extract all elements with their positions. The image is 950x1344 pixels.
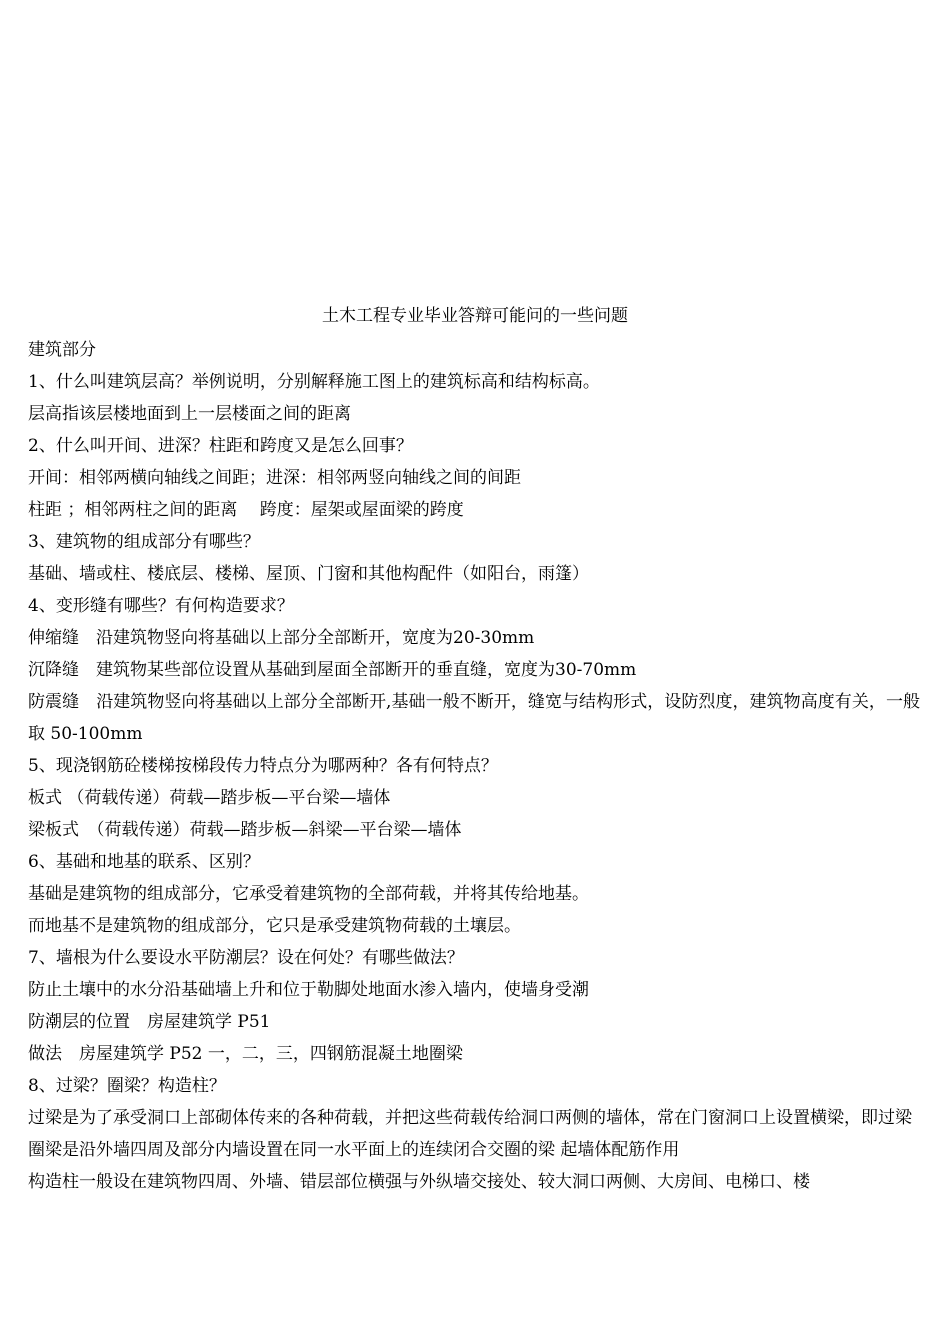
text-line: 而地基不是建筑物的组成部分，它只是承受建筑物荷载的土壤层。 (28, 916, 521, 936)
text-line: 2、什么叫开间、进深？柱距和跨度又是怎么回事？ (28, 436, 413, 456)
text-line: 3、建筑物的组成部分有哪些？ (28, 532, 260, 552)
text-line: 圈梁是沿外墙四周及部分内墙设置在同一水平面上的连续闭合交圈的梁 起墙体配筋作用 (28, 1140, 680, 1160)
text-line: 沉降缝 建筑物某些部位设置从基础到屋面全部断开的垂直缝，宽度为30-70mm (28, 660, 637, 680)
section-heading: 建筑部分 (28, 340, 96, 360)
text-line: 梁板式 （荷载传递）荷载—踏步板—斜梁—平台梁—墙体 (28, 820, 462, 840)
text-line: 基础、墙或柱、楼底层、楼梯、屋顶、门窗和其他构配件（如阳台，雨篷） (28, 564, 589, 584)
text-line: 做法 房屋建筑学 P52 一，二，三，四钢筋混凝土地圈梁 (28, 1044, 463, 1064)
text-paragraph: 防震缝 沿建筑物竖向将基础以上部分全部断开,基础一般不断开，缝宽与结构形式，设防烈度，建筑物高度有关，一般取 50-100mm (28, 692, 920, 744)
text-line: 构造柱一般设在建筑物四周、外墙、错层部位横强与外纵墙交接处、较大洞口两侧、大房间、电梯口、楼 (28, 1172, 810, 1192)
text-line: 基础是建筑物的组成部分，它承受着建筑物的全部荷载，并将其传给地基。 (28, 884, 589, 904)
text-line: 4、变形缝有哪些？有何构造要求？ (28, 596, 294, 616)
text-line: 层高指该层楼地面到上一层楼面之间的距离 (28, 404, 351, 424)
text-line: 6、基础和地基的联系、区别？ (28, 852, 260, 872)
text-line: 1、什么叫建筑层高？举例说明，分别解释施工图上的建筑标高和结构标高。 (28, 372, 600, 392)
text-line: 7、墙根为什么要设水平防潮层？设在何处？有哪些做法？ (28, 948, 464, 968)
text-line: 柱距 ；相邻两柱之间的距离 跨度：屋架或屋面梁的跨度 (28, 500, 464, 520)
text-paragraph: 过梁是为了承受洞口上部砌体传来的各种荷载，并把这些荷载传给洞口两侧的墙体，常在门窗洞口上设置横梁，即过梁 (28, 1108, 912, 1128)
text-line: 开间：相邻两横向轴线之间距；进深：相邻两竖向轴线之间的间距 (28, 468, 521, 488)
text-line: 防潮层的位置 房屋建筑学 P51 (28, 1012, 271, 1032)
text-line: 5、现浇钢筋砼楼梯按梯段传力特点分为哪两种？各有何特点？ (28, 756, 498, 776)
text-line: 8、过梁？圈梁？构造柱？ (28, 1076, 226, 1096)
text-line: 伸缩缝 沿建筑物竖向将基础以上部分全部断开，宽度为20-30mm (28, 628, 535, 648)
document-body (28, 334, 920, 1198)
text-line: 防止土壤中的水分沿基础墙上升和位于勒脚处地面水渗入墙内，使墙身受潮 (28, 980, 589, 1000)
document-title: 土木工程专业毕业答辩可能问的一些问题 (322, 306, 628, 326)
text-line: 板式 （荷载传递）荷载—踏步板—平台梁—墙体 (28, 788, 391, 808)
